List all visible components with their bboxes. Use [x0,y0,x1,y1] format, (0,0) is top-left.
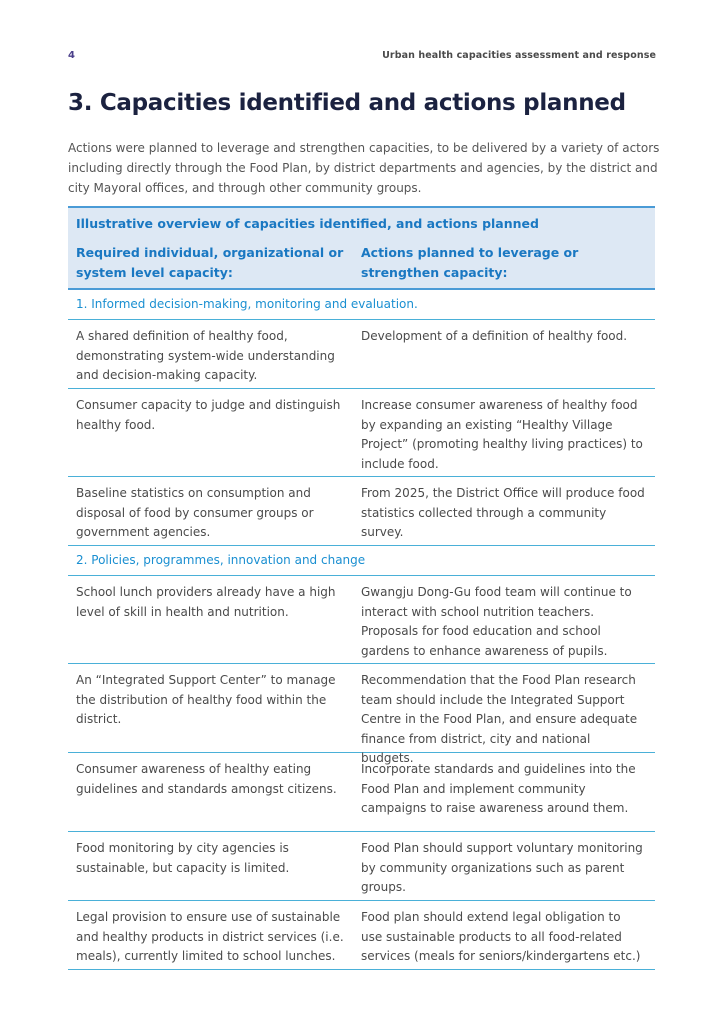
table-row [68,664,655,766]
action-cell: Food plan should extend legal obligation to use sustainable products to all food-related services (meals for seniors/kindergartens etc.) [361,910,641,964]
capacity-cell: An “Integrated Support Center” to manage the distribution of healthy food within the district. [76,673,336,727]
capacity-cell: Consumer awareness of healthy eating guidelines and standards amongst citizens. [76,762,337,796]
action-cell: Food Plan should support voluntary monitoring by community organizations such as parent groups. [361,841,643,895]
running-header: Urban health capacities assessment and response [382,50,656,61]
capacity-cell: A shared definition of healthy food, demonstrating system-wide understanding and decision-making capacity. [76,329,335,383]
capacity-cell: School lunch providers already have a high level of skill in health and nutrition. [76,585,336,619]
table-caption: Illustrative overview of capacities identified, and actions planned [68,206,655,239]
table-row [68,753,655,832]
table-row [68,832,655,901]
page-number: 4 [68,50,75,61]
capacity-cell: Legal provision to ensure use of sustainable and healthy products in district services (i.e. meals), currently limited to school lunches. [76,910,344,964]
action-cell: Recommendation that the Food Plan research team should include the Integrated Support Centre in the Food Plan, and ensure adequate finance from district, city and national budgets. [361,673,638,766]
capacity-cell: Baseline statistics on consumption and disposal of food by consumer groups or government agencies. [76,486,314,540]
capacity-cell: Consumer capacity to judge and distinguish healthy food. [76,398,341,432]
action-cell: Incorporate standards and guidelines into the Food Plan and implement community campaigns to raise awareness around them. [361,762,636,816]
table-row [68,389,655,477]
action-cell: Increase consumer awareness of healthy food by expanding an existing “Healthy Village Project” (promoting healthy living practices) to include food. [361,398,643,471]
action-cell: Development of a definition of healthy food. [361,329,628,343]
action-cell: From 2025, the District Office will produce food statistics collected through a community survey. [361,486,645,540]
intro-paragraph: Actions were planned to leverage and strengthen capacities, to be delivered by a variety of actors including directly through the Food Plan, by district departments and agencies, by the district and city Mayoral offices, and through other community groups. [68,141,660,195]
group-title-1: 1. Informed decision-making, monitoring and evaluation. [68,290,655,320]
table-row [68,477,655,546]
group-title-2: 2. Policies, programmes, innovation and change [68,546,655,576]
table-row [68,576,655,664]
column-header-actions: Actions planned to leverage or strengthen capacity: [361,245,579,280]
table-row [68,320,655,389]
table-row [68,901,655,970]
capacities-table [68,206,655,970]
capacity-cell: Food monitoring by city agencies is sustainable, but capacity is limited. [76,841,290,875]
table-header-row [68,239,655,290]
section-title: 3. Capacities identified and actions planned [68,90,626,116]
column-header-capacity: Required individual, organizational or system level capacity: [76,245,344,280]
action-cell: Gwangju Dong-Gu food team will continue to interact with school nutrition teachers. Proposals for food education and school gardens to enhance awareness of pupils. [361,585,632,658]
